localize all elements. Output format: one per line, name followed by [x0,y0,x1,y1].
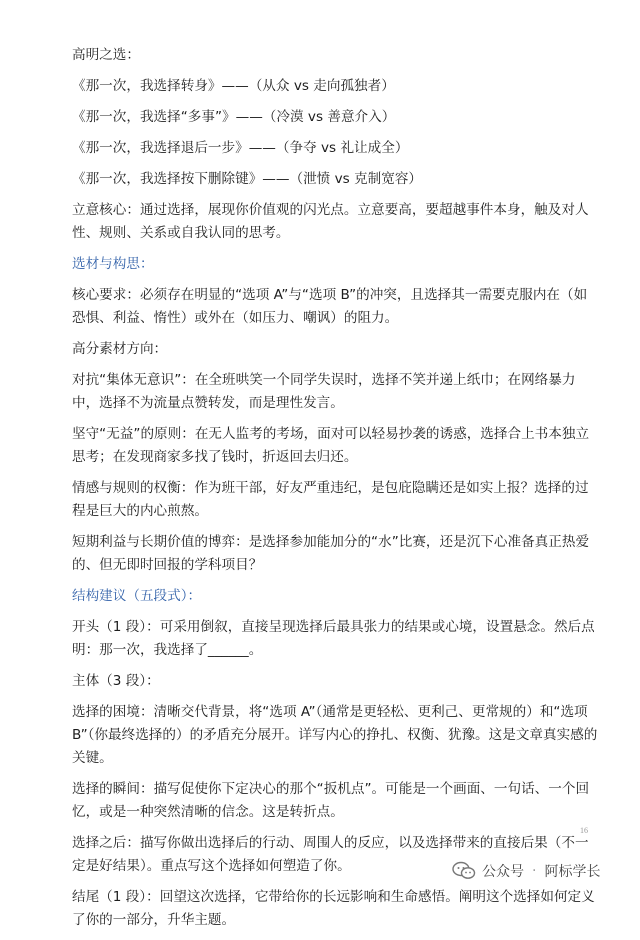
body-item-1: 选择的困境：清晰交代背景，将“选项 A”（通常是更轻松、更利己、更常规的）和“选项 B”（你最终选择的）的矛盾充分展开。详写内心的挣扎、权衡、犹豫。这是文章真实感的关键。 [72,704,598,766]
directions-label: 高分素材方向： [72,341,168,357]
opening-paragraph: 开头（1 段）：可采用倒叙，直接呈现选择后最具张力的结果或心境，设置悬念。然后点明：那一次，我选择了______。 [72,619,595,658]
page-number: 16 [580,826,588,835]
material-heading: 选材与构思： [72,256,154,272]
body-item-3: 选择之后：描写你做出选择后的行动、周围人的反应，以及选择带来的直接后果（不一定是好结果）。重点写这个选择如何塑造了你。 [72,835,589,874]
direction-item-1: 对抗“集体无意识”：在全班哄笑一个同学失误时，选择不笑并递上纸巾；在网络暴力中，选择不为流量点赞转发，而是理性发言。 [72,372,576,411]
footer-separator: · [532,863,537,879]
direction-item-2: 坚守“无益”的原则：在无人监考的考场，面对可以轻易抄袭的诱惑，选择合上书本独立思考；在发现商家多找了钱时，折返回去归还。 [72,426,590,465]
option-line-4: 《那一次，我选择按下删除键》——（泄愤 vs 克制宽容） [72,171,423,187]
document-content [72,44,600,940]
ending-paragraph: 结尾（1 段）：回望这次选择，它带给你的长远影响和生命感悟。阐明这个选择如何定义了你的一部分，升华主题。 [72,889,595,928]
option-line-1: 《那一次，我选择转身》——（从众 vs 走向孤独者） [72,78,395,94]
wechat-icon [452,861,476,881]
footer-attribution [452,860,600,882]
structure-heading: 结构建议（五段式）： [72,588,202,604]
direction-item-4: 短期利益与长期价值的博弈：是选择参加能加分的“水”比赛，还是沉下心准备真正热爱的、但无即时回报的学科项目？ [72,534,590,573]
option-line-3: 《那一次，我选择退后一步》——（争夺 vs 礼让成全） [72,140,409,156]
core-idea-paragraph: 立意核心：通过选择，展现你价值观的闪光点。立意要高，要超越事件本身，触及对人性、规则、关系或自我认同的思考。 [72,202,589,241]
option-line-2: 《那一次，我选择“多事”》——（冷漠 vs 善意介入） [72,109,396,125]
body-item-2: 选择的瞬间：描写促使你下定决心的那个“扳机点”。可能是一个画面、一句话、一个回忆，或是一种突然清晰的信念。这是转折点。 [72,781,590,820]
choice-intro-line: 高明之选： [72,47,140,63]
core-requirement-paragraph: 核心要求：必须存在明显的“选项 A”与“选项 B”的冲突，且选择其一需要克服内在（如恐惧、利益、惰性）或外在（如压力、嘲讽）的阻力。 [72,287,588,326]
footer-account: 阿标学长 [544,864,601,880]
body-label: 主体（3 段）： [72,673,160,689]
direction-item-3: 情感与规则的权衡：作为班干部，好友严重违纪，是包庇隐瞒还是如实上报？选择的过程是巨大的内心煎熬。 [72,480,589,519]
footer-platform: 公众号 [482,864,524,880]
